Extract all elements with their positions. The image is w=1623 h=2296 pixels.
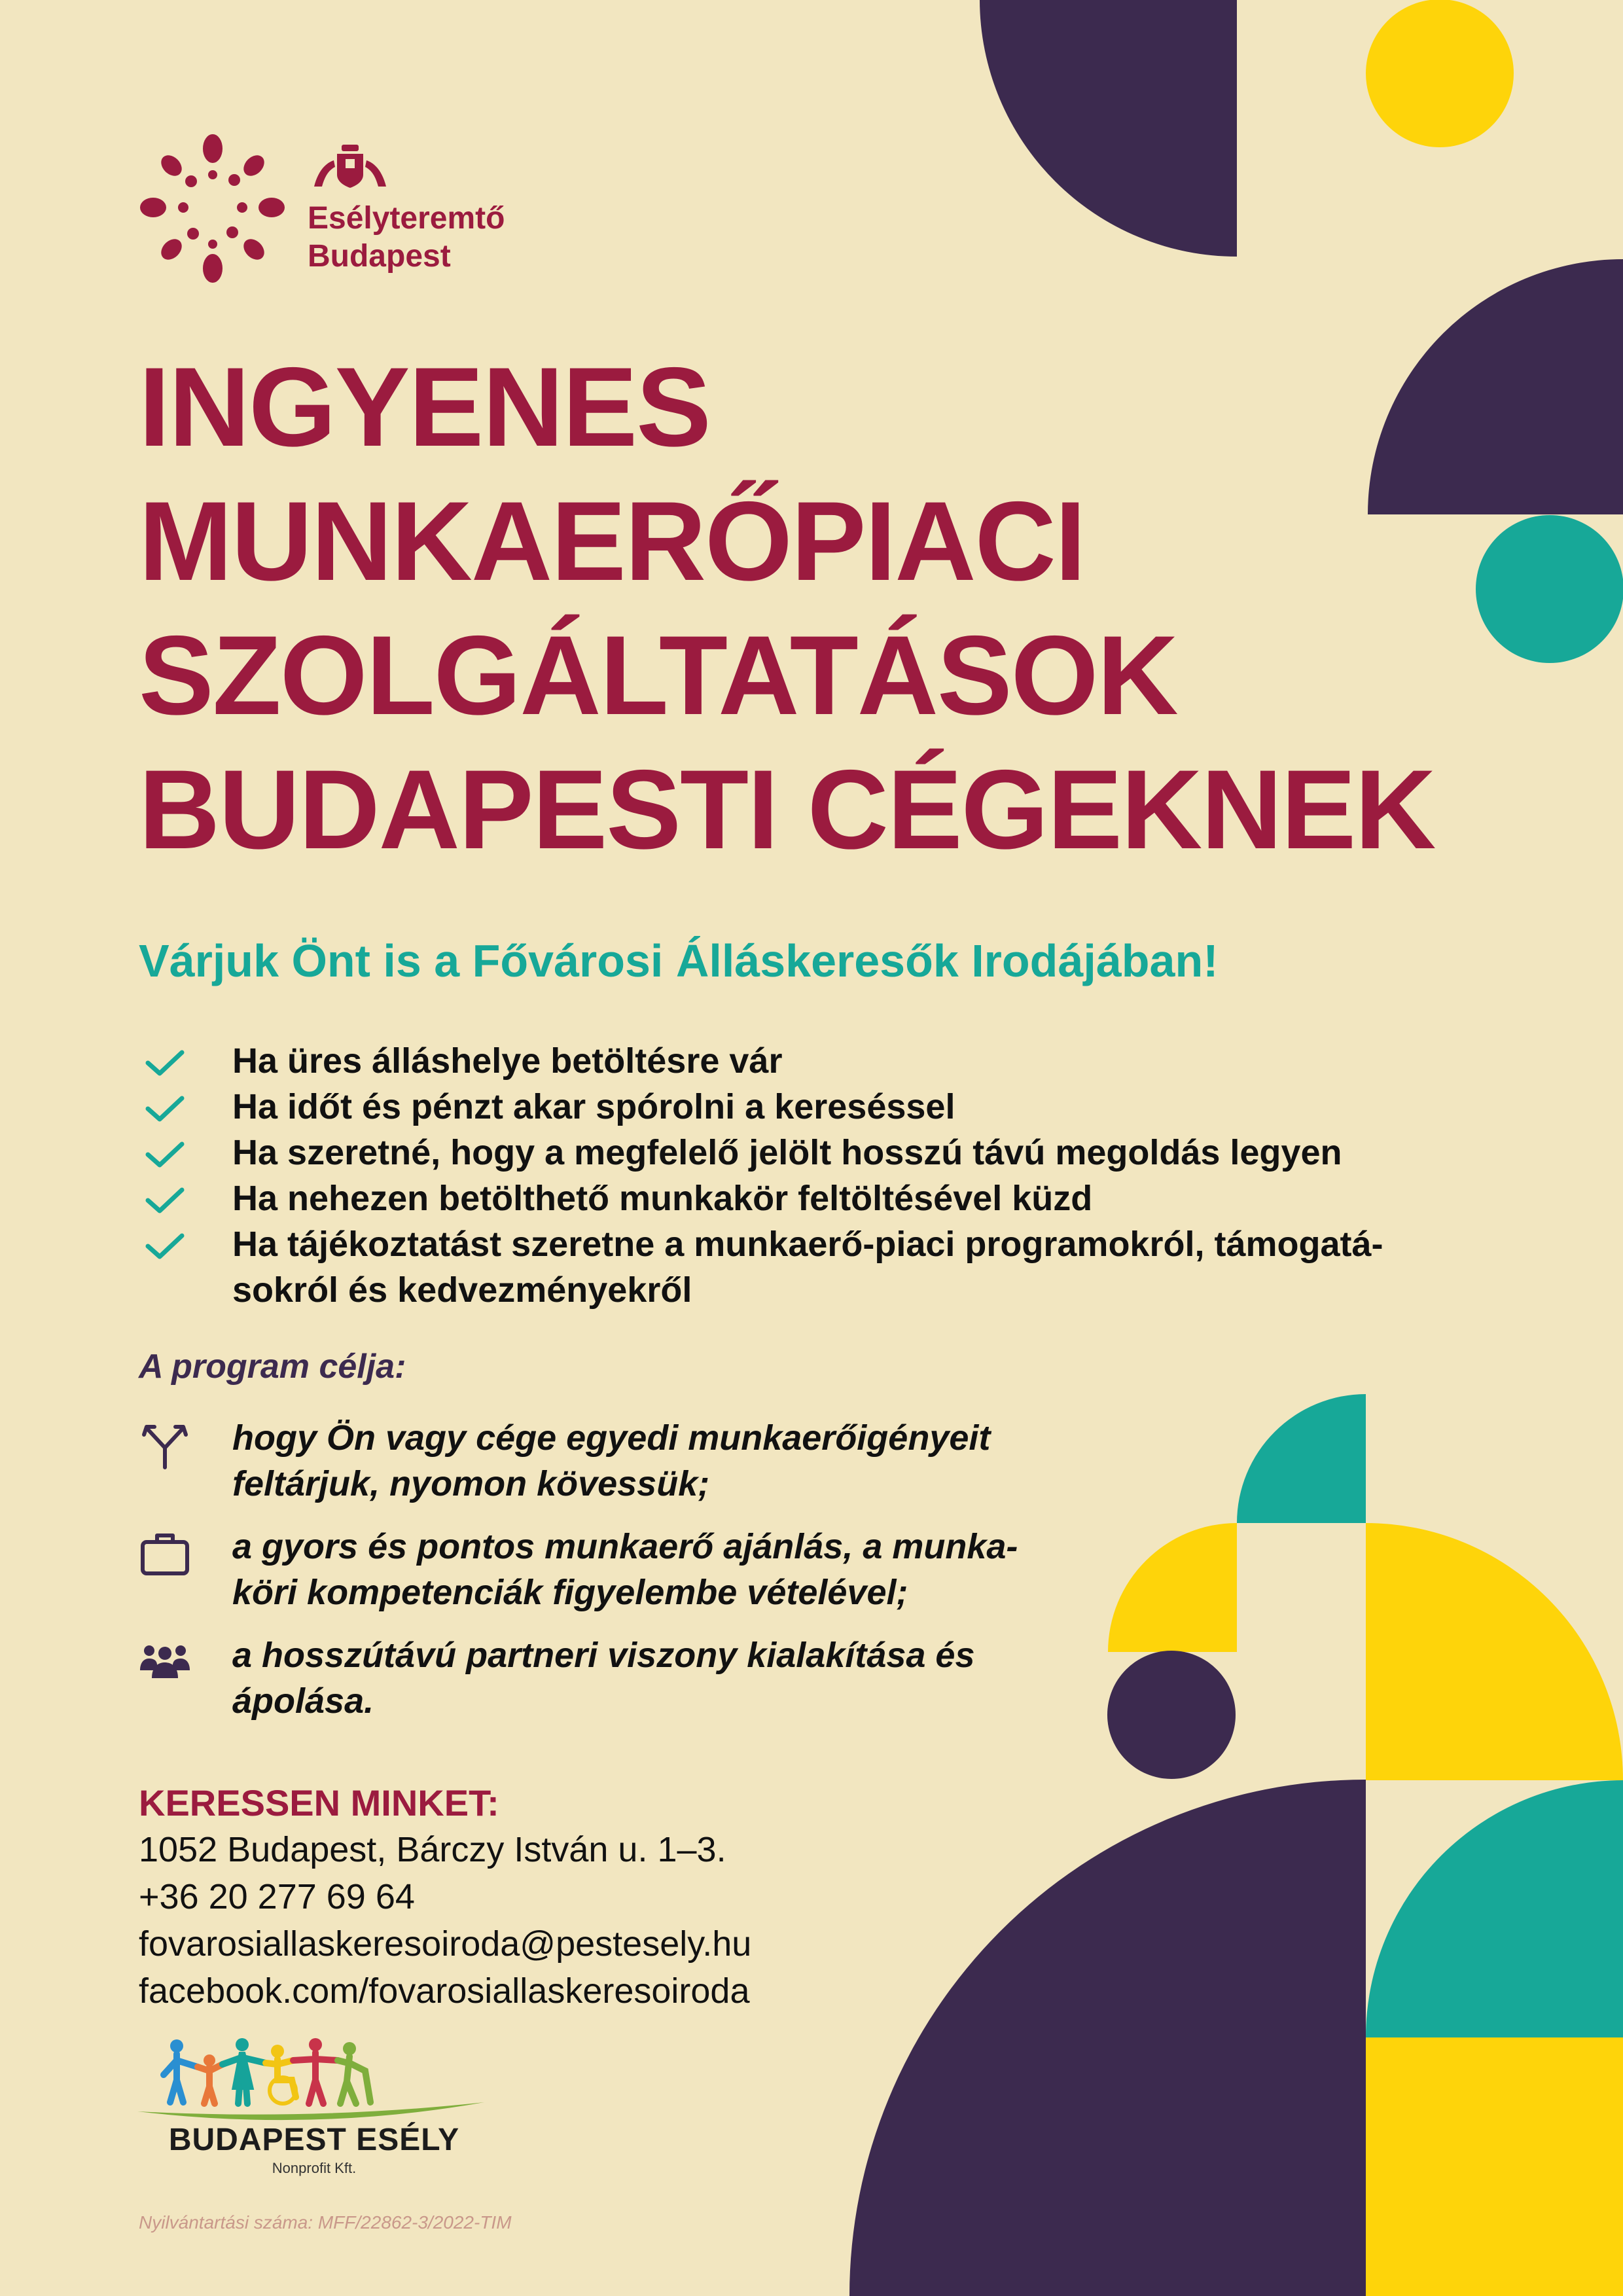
eselyteremto-logo: [137, 134, 524, 285]
title-line-3: SZOLGÁLTATÁSOK: [139, 613, 1177, 738]
goals-heading: A program célja:: [139, 1348, 406, 1386]
checklist-item: [139, 1084, 1480, 1130]
goal-text: a hosszútávú partneri viszony kialakítása és ápolása.: [232, 1636, 975, 1721]
yellow-circle-top: [1366, 0, 1514, 147]
split-arrows-icon: [139, 1419, 191, 1471]
checklist-text: Ha nehezen betölthető munkakör feltöltésével küzd: [232, 1179, 1093, 1218]
contact-address: 1052 Budapest, Bárczy István u. 1–3.: [139, 1830, 726, 1869]
contact-phone[interactable]: +36 20 277 69 64: [139, 1877, 415, 1916]
goals-list: [139, 1415, 1055, 1741]
title-line-1: INGYENES: [139, 344, 710, 470]
contact-heading: KERESSEN MINKET:: [139, 1782, 499, 1823]
checklist-text: Ha szeretné, hogy a megfelelő jelölt hosszú távú megoldás legyen: [232, 1133, 1342, 1172]
yellow-quarter-big: [1366, 1523, 1623, 1780]
checklist-item: [139, 1130, 1480, 1175]
goal-text: a gyors és pontos munkaerő ajánlás, a munka-köri kompetenciák figyelembe vételével;: [232, 1527, 1018, 1612]
goal-item: [139, 1632, 1055, 1724]
goal-item: [139, 1415, 1055, 1507]
yellow-quarter-left: [1108, 1523, 1237, 1652]
people-chain-icon: [137, 2034, 491, 2126]
checklist-item: [139, 1038, 1480, 1084]
goal-item: [139, 1524, 1055, 1615]
brand-line-1: Esélyteremtő: [308, 201, 505, 236]
briefcase-icon: [139, 1528, 191, 1580]
check-icon: [145, 1141, 185, 1169]
brand-line-2: Budapest: [308, 239, 451, 274]
check-icon: [145, 1187, 185, 1215]
coat-of-arms-icon: [308, 141, 393, 193]
subtitle: Várjuk Önt is a Fővárosi Álláskeresők Irodájában!: [139, 935, 1219, 986]
checklist-item: [139, 1175, 1480, 1221]
check-icon: [145, 1233, 185, 1261]
people-group-icon: [139, 1636, 191, 1689]
sunburst-logo-icon: [137, 134, 288, 285]
yellow-rect-bottom: [1366, 2037, 1623, 2296]
title-line-4: BUDAPESTI CÉGEKNEK: [139, 747, 1435, 872]
checklist-text: Ha üres álláshelye betöltésre vár: [232, 1041, 783, 1081]
contact-email[interactable]: fovarosiallaskeresoiroda@pestesely.hu: [139, 1924, 752, 1964]
checklist-text: Ha tájékoztatást szeretne a munkaerő-piaci programokról, támogatá-sokról és kedvezményekről: [232, 1225, 1383, 1310]
contact-info: [139, 1826, 990, 2015]
partner-logo-subtitle: Nonprofit Kft.: [272, 2160, 357, 2176]
checklist-item: [139, 1221, 1480, 1313]
benefit-checklist: [139, 1038, 1480, 1313]
purple-quarter-top: [980, 0, 1237, 257]
title-line-2: MUNKAERŐPIACI: [139, 478, 1085, 604]
teal-quarter: [1237, 1394, 1366, 1523]
registry-number: Nyilvántartási száma: MFF/22862-3/2022-TIM: [139, 2212, 512, 2233]
purple-circle-mid: [1107, 1651, 1236, 1779]
teal-half-bottom: [1366, 1780, 1623, 2037]
partner-logo-name: BUDAPEST ESÉLY: [168, 2123, 460, 2157]
contact-facebook[interactable]: facebook.com/fovarosiallaskeresoiroda: [139, 1971, 750, 2011]
page-title: [139, 340, 1513, 877]
check-icon: [145, 1096, 185, 1123]
brand-name: [308, 200, 524, 276]
goal-text: hogy Ön vagy cége egyedi munkaerőigényeit feltárjuk, nyomon kövessük;: [232, 1418, 991, 1503]
check-icon: [145, 1050, 185, 1077]
checklist-text: Ha időt és pénzt akar spórolni a kereséssel: [232, 1087, 955, 1126]
